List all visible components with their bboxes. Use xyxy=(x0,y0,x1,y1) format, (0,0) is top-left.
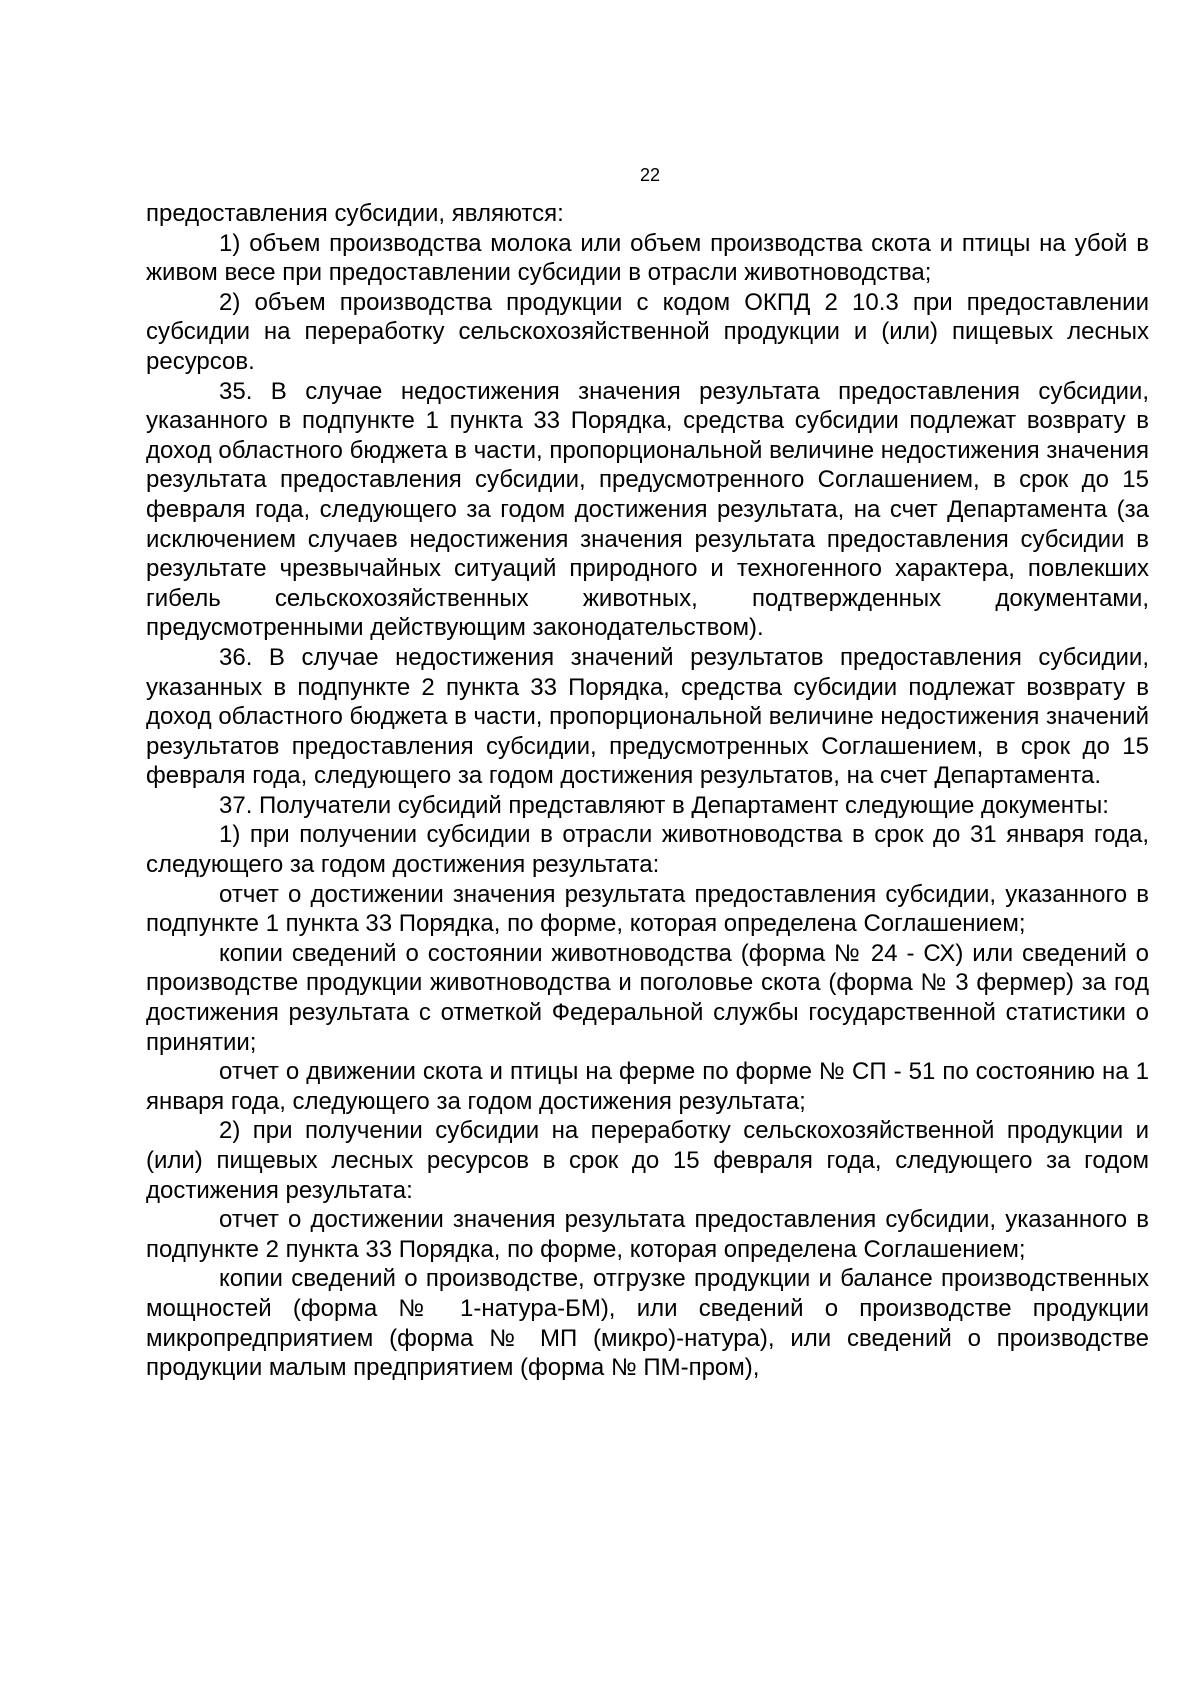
paragraph-copies-production: копии сведений о производстве, отгрузке продукции и балансе производственных мощностей (форма № 1-натура-БМ), или сведений о производстве продукции микропредприятием (форма № МП (микро)-натура), или сведений о производстве продукции малым предприятием (форма № ПМ-пром), xyxy=(146,1265,1149,1382)
paragraph-37-item-2: 2) при получении субсидии на переработку сельскохозяйственной продукции и (или) пищевых лесных ресурсов в срок до 15 февраля года, следующего за годом достижения результата: xyxy=(146,1117,1149,1204)
paragraph-item-1: 1) объем производства молока или объем производства скота и птицы на убой в живом весе при предоставлении субсидии в отрасли животноводства; xyxy=(146,229,1149,287)
paragraph-report-movement: отчет о движении скота и птицы на ферме по форме № СП - 51 по состоянию на 1 января года, следующего за годом достижения результата; xyxy=(146,1058,1149,1115)
paragraph-37-item-1: 1) при получении субсидии в отрасли животноводства в срок до 31 января года, следующего за годом достижения результата: xyxy=(146,821,1149,879)
paragraph-36: 36. В случае недостижения значений результатов предоставления субсидии, указанных в подпункте 2 пункта 33 Порядка, средства субсидии подлежат возврату в доход областного бюджета в части, пропорциональной величине недостижения значений результатов предоставления субсидии, предусмотренных Соглашением, в срок до 15 февраля года, следующего за годом достижения результатов, на счет Департамента. xyxy=(146,643,1149,790)
paragraph-report-livestock: отчет о достижении значения результата предоставления субсидии, указанного в подпункте 1 пункта 33 Порядка, по форме, которая определена Соглашением; xyxy=(146,880,1149,938)
paragraph-37: 37. Получатели субсидий представляют в Департамент следующие документы: xyxy=(219,791,1109,819)
paragraph-continuation: предоставления субсидии, являются: xyxy=(146,200,564,227)
document-body xyxy=(146,199,1149,1383)
paragraph-report-processing: отчет о достижении значения результата предоставления субсидии, указанного в подпункте 2 пункта 33 Порядка, по форме, которая определена Соглашением; xyxy=(146,1206,1149,1263)
page-number: 22 xyxy=(639,165,661,185)
paragraph-item-2: 2) объем производства продукции с кодом ОКПД 2 10.3 при предоставлении субсидии на переработку сельскохозяйственной продукции и (или) пищевых лесных ресурсов. xyxy=(146,288,1149,375)
paragraph-35: 35. В случае недостижения значения результата предоставления субсидии, указанного в подпункте 1 пункта 33 Порядка, средства субсидии подлежат возврату в доход областного бюджета в части, пропорциональной величине недостижения значения результата предоставления субсидии, предусмотренного Соглашением, в срок до 15 февраля года, следующего за годом достижения результата, на счет Департамента (за исключением случаев недостижения значения результата предоставления субсидии в результате чрезвычайных ситуаций природного и техногенного характера, повлекших гибель сельскохозяйственных животных, подтвержденных документами, предусмотренными действующим законодательством). xyxy=(146,377,1149,642)
paragraph-copies-livestock: копии сведений о состоянии животноводства (форма № 24 - СХ) или сведений о производстве продукции животноводства и поголовье скота (форма № 3 фермер) за год достижения результата с отметкой Федеральной службы государственной статистики о принятии; xyxy=(146,939,1149,1056)
